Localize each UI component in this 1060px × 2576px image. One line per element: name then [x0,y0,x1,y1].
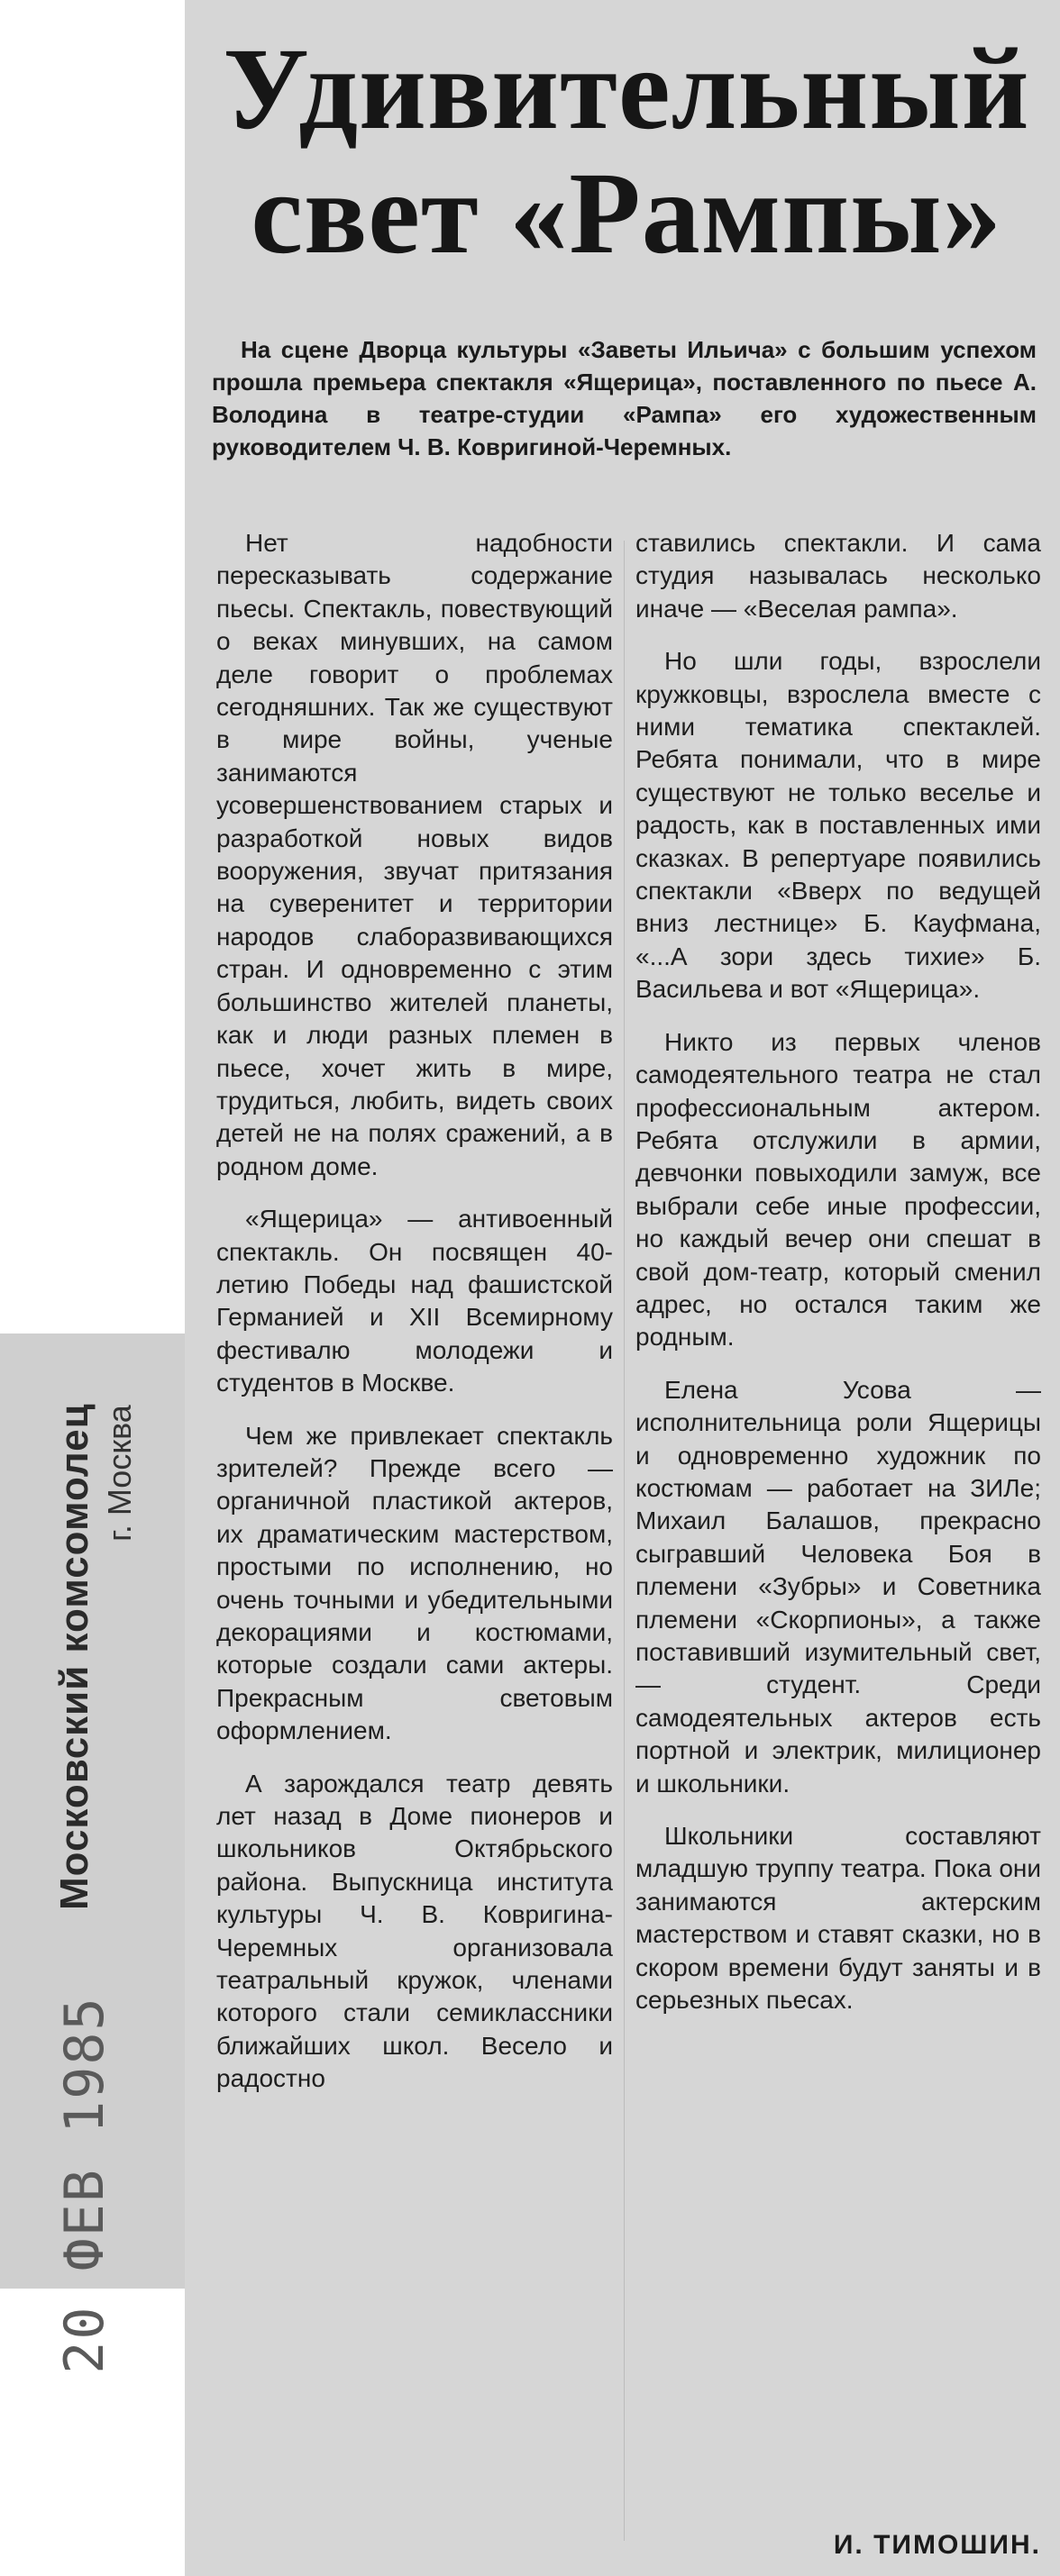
stamp-city: г. Москва [101,1405,138,1542]
column-divider [624,541,625,2541]
article-paragraph: Школьники составляют младшую труппу театра. Пока они занимаются актерским мастерством и ставят сказки, но в скором времени будут заняты и в серьезных пьесах. [635,1822,1041,2015]
article-paragraph: А зарождался театр девять лет назад в Доме пионеров и школьников Октябрьского района. Выпускница института культуры Ч. В. Ковригина-Черемных организовала театральный кружок, членами которого стали семиклассники ближайших школ. Весело и радостно [216,1769,613,2093]
stamp-publication-name: Московский комсомолец [52,1403,96,1910]
article-paragraph: Елена Усова — исполнительница роли Ящерицы и одновременно художник по костюмам — работает на ЗИЛе; Михаил Балашов, прекрасно сыгравший Человека Боя в племени «Зубры» и Советника племени «Скорпионы», а также поставивший изумительный свет, — студент. Среди самодеятельных актеров есть портной и электрик, милиционер и школьники. [635,1375,1041,1798]
article-paragraph: Но шли годы, взрослели кружковцы, взрослела вместе с ними тематика спектаклей. Ребята понимали, что в мире существуют не только веселье и радость, как в поставленных ими сказках. В репертуаре появились спектакли «Вверх по ведущей вниз лестнице» Б. Кауфмана, «...А зори здесь тихие» Б. Васильева и вот «Ящерица». [635,647,1041,1004]
article-paragraph-continuation: ставились спектакли. И сама студия называлась несколько иначе — «Веселая рампа». [635,529,1041,623]
article-paragraph: Нет надобности пересказывать содержание пьесы. Спектакль, повествующий о веках минувших, на самом деле говорит о проблемах сегодняшних. Так же существуют в мире войны, ученые занимаются усовершенствованием старых и разработкой новых видов вооружения, звучат притязания на суверенитет и территории народов слаборазвивающихся стран. И одновременно с этим большинство жителей планеты, как и люди разных племен в пьесе, хочет жить в мире, трудиться, любить, видеть своих детей не на полях сражений, а в родном доме. [216,529,613,1180]
lead-paragraph: На сцене Дворца культуры «Заветы Ильича» с большим успехом прошла премьера спектакля «Ящерица», поставленного по пьесе А. Володина в театре-студии «Рампа» его художественным руководителем Ч. В. Ковригиной-Черемных. [212,336,1037,460]
article-column-right [635,527,1041,2036]
article-headline: Удивительный свет «Рампы» [223,24,1030,278]
article-paragraph: Никто из первых членов самодеятельного театра не стал профессиональным актером. Ребята отслужили в армии, девчонки повыходили замуж, все выбрали себе иные профессии, но каждый вечер они спешат в свой дом-театр, который сменил адрес, но остался таким же родным. [635,1027,1041,1352]
article-paragraph: Чем же привлекает спектакль зрителей? Прежде всего — органичной пластикой актеров, их драматическим мастерством, простыми по исполнению, но очень точными и убедительными декорациями и костюмами, которые создали сами актеры. Прекрасным световым оформлением. [216,1421,613,1745]
article-paragraph: «Ящерица» — антивоенный спектакль. Он посвящен 40-летию Победы над фашистской Германией и XII Всемирному фестивалю молодежи и студентов в Москве. [216,1205,613,1397]
article-column-left [216,527,613,2116]
stamp-date: 20 ФЕВ 1985 [53,1996,116,2374]
article-lead [212,333,1037,463]
author-signature: И. ТИМОШИН. [833,2530,1041,2560]
